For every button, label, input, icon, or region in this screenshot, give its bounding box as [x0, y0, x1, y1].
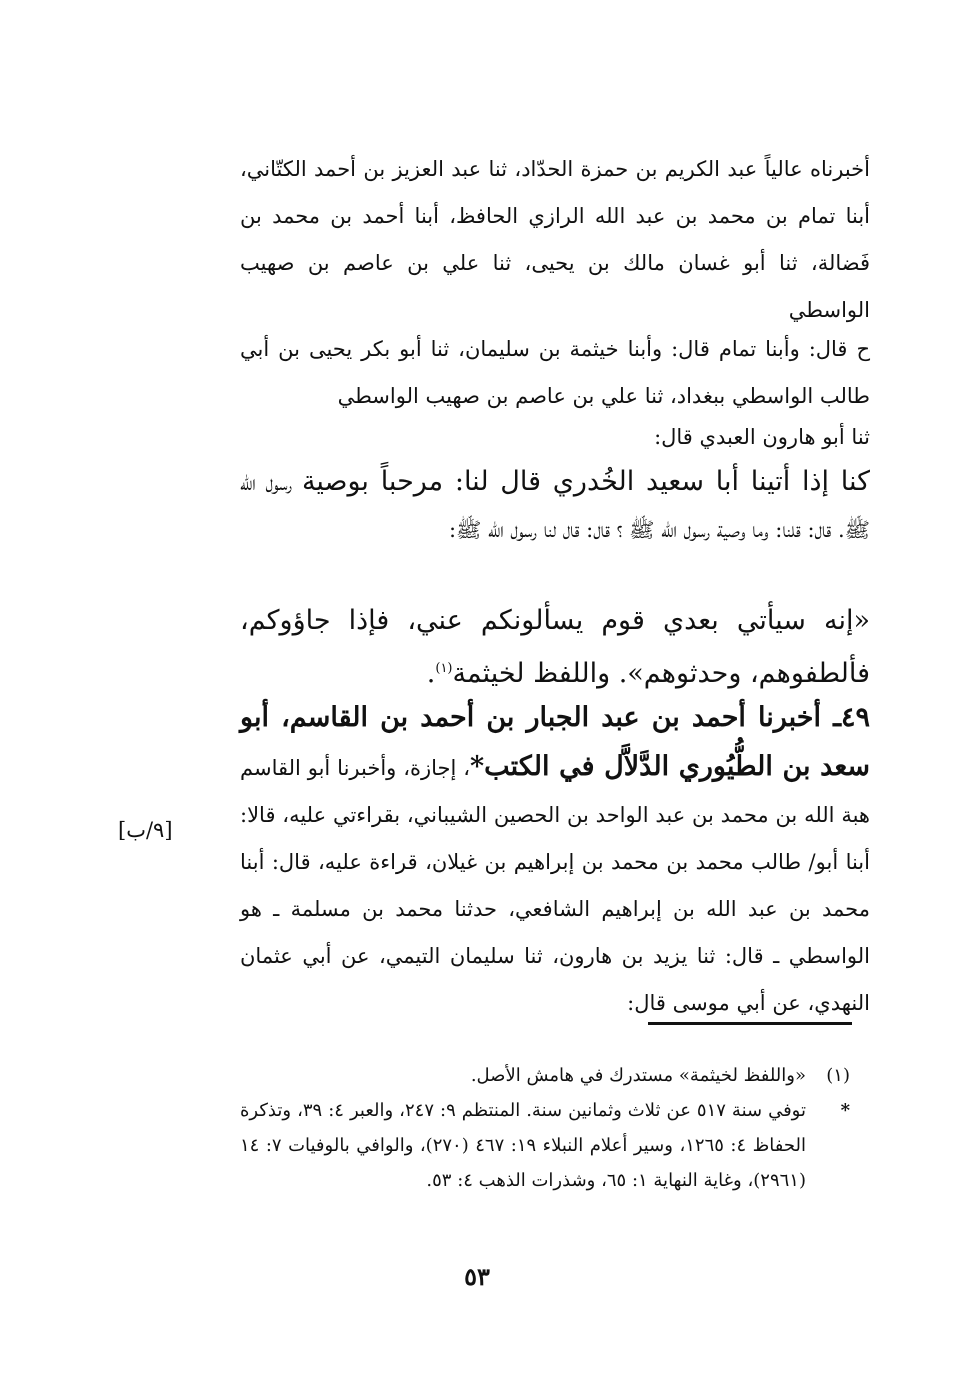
footnote-1 — [240, 1058, 850, 1093]
footnote-separator — [648, 1022, 852, 1025]
isnad-chain-1-text: أخبرناه عالياً عبد الكريم بن حمزة الحدّاد، ثنا عبد العزيز بن أحمد الكتّاني، أبنا تمام بن محمد بن عبد الله الرازي الحافظ، أبنا أحمد بن محمد بن فَضالة، ثنا أبو غسان مالك بن يحيى، ثنا علي بن عاصم بن صهيب الواسطي — [240, 157, 871, 322]
isnad-chain-1 — [240, 146, 870, 334]
entry-49-paragraph — [240, 694, 870, 1027]
entry-49-text: ، إجازة، وأخبرنا أبو القاسم هبة الله بن محمد بن عبد الواحد بن الحصين الشيباني، بقراءتي عليه، قالا: أبنا أبو/ طالب محمد بن محمد بن إبراهيم بن غيلان، قراءة عليه، قال: أبنا محمد بن عبد الله بن إبراهيم الشافعي، حدثنا محمد بن مسلمة ـ هو الواسطي ـ قال: ثنا يزيد بن هارون، ثنا سليمان التيمي، عن أبي عثمان النهدي، عن أبي موسى قال: — [240, 756, 870, 1015]
hadith-footnote-ref: (١) — [435, 661, 453, 676]
footnote-1-marker: (١) — [826, 1065, 850, 1086]
folio-margin-note: [٩/ب] — [118, 818, 173, 842]
footnotes — [240, 1058, 850, 1198]
isnad-chain-3 — [240, 414, 870, 461]
narration-paragraph — [240, 458, 870, 554]
entry-49-heading: ٤٩ـ أخبرنا أحمد بن عبد الجبار بن أحمد بن القاسم، أبو سعد بن الطُّيُوري الدَّلاَّل في الكتب* — [240, 702, 871, 782]
isnad-chain-3-text: ثنا أبو هارون العبدي قال: — [654, 425, 870, 449]
footnote-2-text: توفي سنة ٥١٧ عن ثلاث وثمانين سنة. المنتظم ٩: ٢٤٧، والعبر ٤: ٣٩، وتذكرة الحفاظ ٤: ١٢٦٥، وسير أعلام النبلاء ١٩: ٤٦٧ (٢٧٠)، والوافي بالوفيات ٧: ١٤ (٢٩٦١)، وغاية النهاية ١: ٦٥، وشذرات الذهب ٤: ٥٣. — [240, 1100, 807, 1191]
narration-large-text: كنا إذا أتينا أبا سعيد الخُدري قال لنا: مرحباً بوصية — [301, 466, 870, 497]
footnote-2 — [240, 1093, 850, 1198]
page-number: ٥٣ — [464, 1262, 490, 1291]
hadith-paragraph: «إنه سيأتي بعدي قوم يسألونكم عني، فإذا جاؤوكم، فألطفوهم، وحدثوهم». واللفظ لخيثمة$^{(١)}$. — [240, 605, 870, 689]
footnote-1-text: «واللفظ لخيثمة» مستدرك في هامش الأصل. — [470, 1065, 806, 1086]
isnad-chain-2-text: ح قال: وأبنا تمام قال: وأبنا خيثمة بن سليمان، ثنا أبو بكر يحيى بن أبي طالب الواسطي ببغداد، ثنا علي بن عاصم بن صهيب الواسطي — [240, 337, 870, 408]
isnad-chain-2 — [240, 326, 870, 420]
footnote-2-marker: * — [840, 1100, 850, 1121]
hadith-text: «إنه سيأتي بعدي قوم يسألونكم عني، فإذا جاؤوكم، فألطفوهم، وحدثوهم». واللفظ لخيثمة — [240, 605, 870, 689]
narration-rest-text: رسول الله ﷺ. قال: قلنا: وما وصية رسول الله ﷺ ؟ قال: قال لنا رسول الله ﷺ: — [240, 471, 870, 542]
